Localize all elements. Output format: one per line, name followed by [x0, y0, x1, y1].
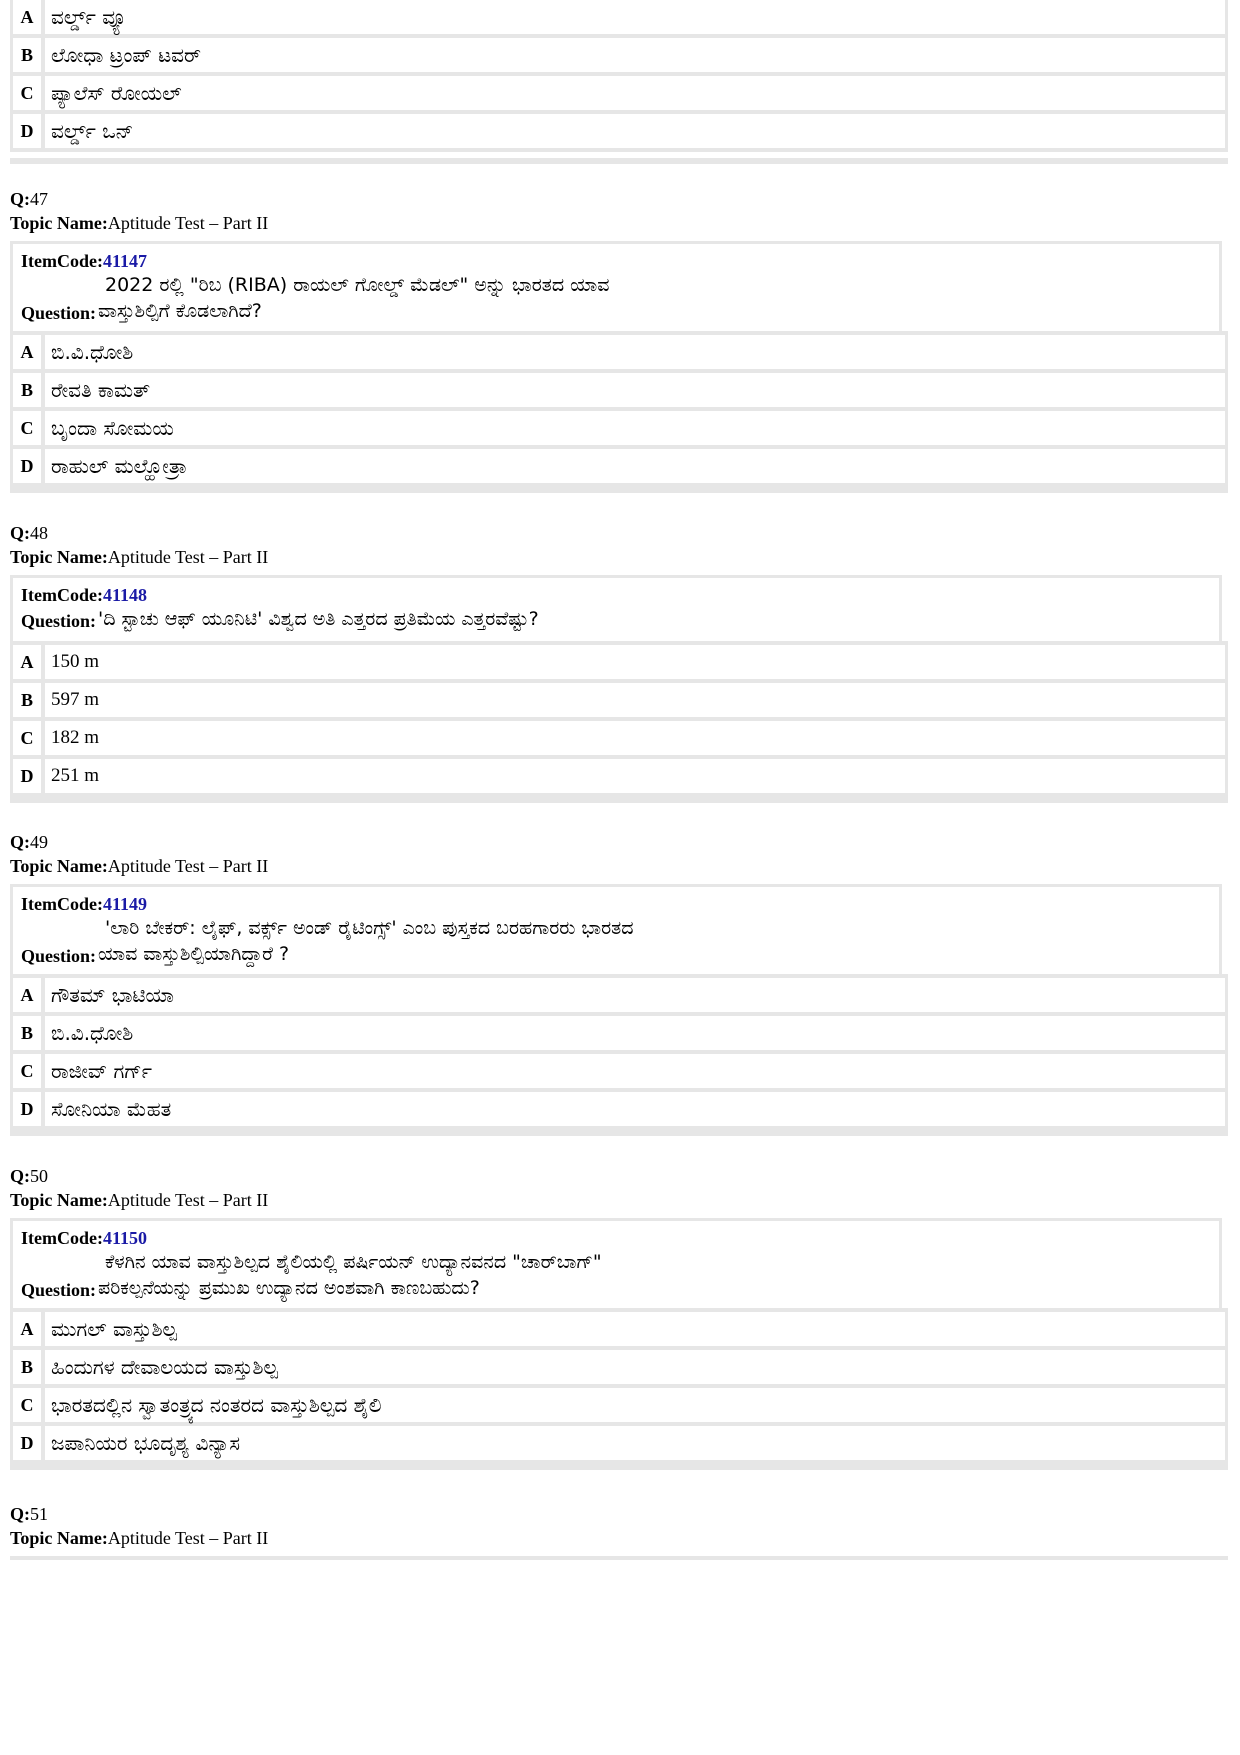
question-row	[21, 298, 1219, 324]
item-box	[10, 1218, 1222, 1308]
topic-name: Topic Name:Aptitude Test – Part II	[10, 547, 269, 567]
question-row	[21, 941, 1219, 967]
option-letter: D	[10, 1092, 45, 1126]
option-row	[10, 114, 1228, 148]
option-letter: B	[10, 38, 45, 72]
option-text: ಪ್ಯಾಲೆಸ್ ರೋಯಲ್	[45, 76, 1228, 110]
option-row	[10, 449, 1228, 483]
option-text: ಸೋನಿಯಾ ಮೆಹತ	[45, 1092, 1228, 1126]
question-number: Q:51	[10, 1504, 48, 1524]
option-row	[10, 978, 1228, 1012]
question-number: Q:50	[10, 1166, 48, 1186]
question-text-line2: ಪರಿಕಲ್ಪನೆಯನ್ನು ಪ್ರಮುಖ ಉದ್ಯಾನದ ಅಂಶವಾಗಿ ಕಾಣಬಹುದು?	[98, 1277, 480, 1299]
option-letter: D	[10, 1426, 45, 1460]
option-row	[10, 76, 1228, 110]
topic-name: Topic Name:Aptitude Test – Part II	[10, 213, 269, 233]
options-table-q49	[10, 974, 1228, 1130]
option-letter: C	[10, 1054, 45, 1088]
table-top-border	[10, 1556, 1228, 1560]
option-row	[10, 1312, 1228, 1346]
item-box	[10, 241, 1222, 331]
item-code: ItemCode:41148	[21, 585, 147, 605]
option-row	[10, 1388, 1228, 1422]
option-row	[10, 721, 1228, 755]
option-row	[10, 1350, 1228, 1384]
option-text: ಜಪಾನಿಯರ ಭೂದೃಶ್ಯ ವಿನ್ಯಾಸ	[45, 1426, 1228, 1460]
question-text-line1: ಕೆಳಗಿನ ಯಾವ ವಾಸ್ತುಶಿಲ್ಪದ ಶೈಲಿಯಲ್ಲಿ ಪರ್ಷಿಯನ್ ಉದ್ಯಾನವನದ "ಚಾರ್‌ಬಾಗ್"	[105, 1251, 602, 1273]
question-number: Q:49	[10, 832, 48, 852]
question-label: Question:	[21, 1280, 97, 1300]
item-code: ItemCode:41150	[21, 1228, 147, 1248]
question-block-49	[10, 830, 1228, 1136]
options-table-q47	[10, 331, 1228, 487]
option-letter: C	[10, 721, 45, 755]
question-text-line2: 'ದಿ ಸ್ಟಾಚು ಆಫ್ ಯೂನಿಟಿ' ವಿಶ್ವದ ಅತಿ ಎತ್ತರದ ಪ್ರತಿಮೆಯ ಎತ್ತರವೆಷ್ಟು?	[98, 608, 539, 630]
option-text: ಲೋಧಾ ಟ್ರಂಪ್ ಟವರ್	[45, 38, 1228, 72]
option-row	[10, 759, 1228, 793]
option-row	[10, 1092, 1228, 1126]
question-row	[21, 1275, 1219, 1301]
option-letter: A	[10, 335, 45, 369]
option-letter: D	[10, 449, 45, 483]
option-row	[10, 0, 1228, 34]
option-letter: D	[10, 759, 45, 793]
topic-name: Topic Name:Aptitude Test – Part II	[10, 856, 269, 876]
table-bottom-border	[10, 1130, 1228, 1136]
option-letter: A	[10, 645, 45, 679]
option-text: ಹಿಂದುಗಳ ದೇವಾಲಯದ ವಾಸ್ತುಶಿಲ್ಪ	[45, 1350, 1228, 1384]
option-text: 150 m	[45, 645, 1228, 679]
question-block-50	[10, 1164, 1228, 1470]
option-letter: A	[10, 0, 45, 34]
option-text: ಬೃಂದಾ ಸೋಮಯ	[45, 411, 1228, 445]
options-table-q46	[10, 0, 1228, 152]
option-row	[10, 1054, 1228, 1088]
option-text: ರಾಹುಲ್ ಮಲ್ಹೋತ್ರಾ	[45, 449, 1228, 483]
option-letter: D	[10, 114, 45, 148]
option-text: 597 m	[45, 683, 1228, 717]
topic-name: Topic Name:Aptitude Test – Part II	[10, 1528, 269, 1548]
option-letter: B	[10, 1350, 45, 1384]
question-number: Q:48	[10, 523, 48, 543]
option-text: ಗೌತಮ್ ಭಾಟಿಯಾ	[45, 978, 1228, 1012]
question-block-48	[10, 521, 1228, 803]
option-text: 182 m	[45, 721, 1228, 755]
table-bottom-border	[10, 158, 1228, 164]
question-label: Question:	[21, 946, 97, 966]
question-row	[21, 606, 1219, 632]
table-bottom-border	[10, 487, 1228, 493]
options-table-q48	[10, 641, 1228, 797]
option-row	[10, 1426, 1228, 1460]
option-letter: A	[10, 978, 45, 1012]
option-text: ವರ್ಲ್ಡ್ ವ್ಯೂ	[45, 0, 1228, 34]
options-table-q50	[10, 1308, 1228, 1464]
item-box	[10, 575, 1222, 641]
option-row	[10, 335, 1228, 369]
option-letter: C	[10, 76, 45, 110]
option-text: ರಾಜೀವ್ ಗರ್ಗ್	[45, 1054, 1228, 1088]
option-row	[10, 683, 1228, 717]
question-text-line2: ಯಾವ ವಾಸ್ತುಶಿಲ್ಪಿಯಾಗಿದ್ದಾರೆ ?	[98, 943, 290, 965]
option-letter: C	[10, 411, 45, 445]
topic-name: Topic Name:Aptitude Test – Part II	[10, 1190, 269, 1210]
option-row	[10, 1016, 1228, 1050]
option-text: ರೇವತಿ ಕಾಮತ್	[45, 373, 1228, 407]
item-code: ItemCode:41147	[21, 251, 147, 271]
question-text-line1: 2022 ರಲ್ಲಿ "ರಿಬ (RIBA) ರಾಯಲ್ ಗೋಲ್ಡ್ ಮೆಡಲ್" ಅನ್ನು ಭಾರತದ ಯಾವ	[105, 274, 610, 296]
option-text: ಮುಗಲ್ ವಾಸ್ತುಶಿಲ್ಪ	[45, 1312, 1228, 1346]
option-text: ವರ್ಲ್ಡ್ ಒನ್	[45, 114, 1228, 148]
option-row	[10, 645, 1228, 679]
item-code: ItemCode:41149	[21, 894, 147, 914]
option-row	[10, 38, 1228, 72]
option-letter: C	[10, 1388, 45, 1422]
option-letter: B	[10, 373, 45, 407]
option-text: 251 m	[45, 759, 1228, 793]
question-block-47	[10, 187, 1228, 493]
question-number: Q:47	[10, 189, 48, 209]
table-bottom-border	[10, 797, 1228, 803]
option-text: ಬಿ.ವಿ.ಧೋಶಿ	[45, 1016, 1228, 1050]
option-letter: B	[10, 1016, 45, 1050]
question-text-line1: 'ಲಾರಿ ಬೇಕರ್: ಲೈಫ್, ವರ್ಕ್ಸ್ ಅಂಡ್ ರೈಟಿಂಗ್ಸ್' ಎಂಬ ಪುಸ್ತಕದ ಬರಹಗಾರರು ಭಾರತದ	[105, 917, 634, 939]
question-label: Question:	[21, 611, 97, 631]
question-label: Question:	[21, 303, 97, 323]
item-box	[10, 884, 1222, 974]
option-letter: B	[10, 683, 45, 717]
option-letter: A	[10, 1312, 45, 1346]
option-text: ಭಾರತದಲ್ಲಿನ ಸ್ವಾತಂತ್ರ್ಯದ ನಂತರದ ವಾಸ್ತುಶಿಲ್ಪದ ಶೈಲಿ	[45, 1388, 1228, 1422]
question-block-51	[10, 1502, 1228, 1560]
question-text-line2: ವಾಸ್ತುಶಿಲ್ಪಿಗೆ ಕೊಡಲಾಗಿದೆ?	[98, 300, 262, 322]
table-bottom-border	[10, 1464, 1228, 1470]
option-text: ಬಿ.ವಿ.ಧೋಶಿ	[45, 335, 1228, 369]
option-row	[10, 373, 1228, 407]
option-row	[10, 411, 1228, 445]
